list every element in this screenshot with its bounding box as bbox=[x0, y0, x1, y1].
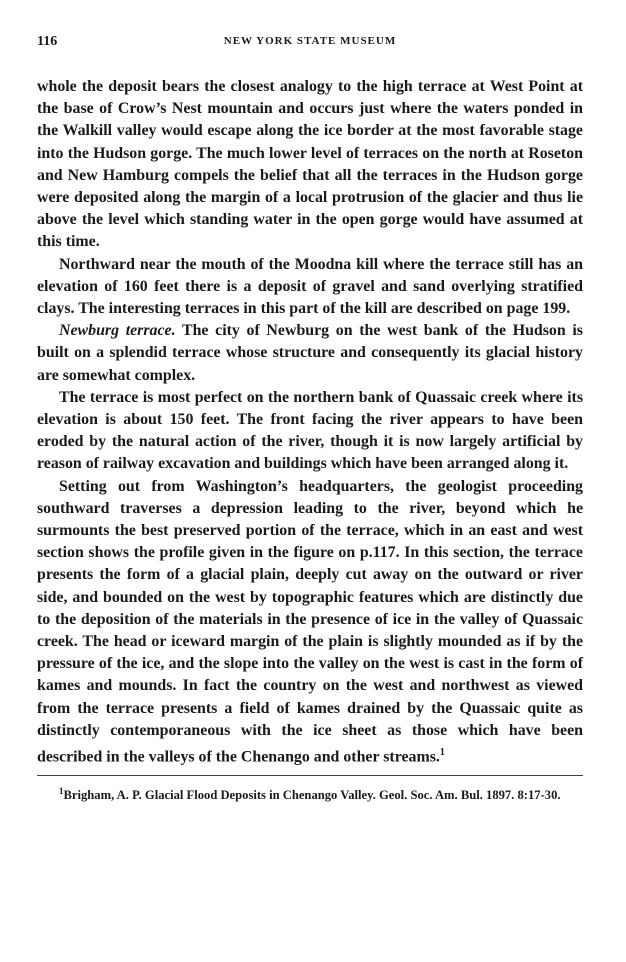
paragraph-moodna: Northward near the mouth of the Moodna kill where the terrace still has an elevation of 160 feet there is a deposit of gravel and sand overlying stratified clays. The interesting terraces in this part of the kill are described on page 199. bbox=[37, 255, 583, 318]
running-head: NEW YORK STATE MUSEUM bbox=[223, 35, 397, 47]
footnote bbox=[37, 782, 583, 804]
paragraph-text: The city of Newburg on the west bank of the Hudson is built on a splendid terrace whose structure and consequently its glacial history are somewhat complex. bbox=[37, 322, 583, 384]
paragraph-continuation: whole the deposit bears the closest analogy to the high terrace at West Point at the base of Crow’s Nest mountain and occurs just where the waters ponded in the Walkill valley would escape along the ice border at the most favorable stage into the Hudson gorge. The much lower level of terraces on the north at Roseton and New Hamburg compels the belief that all the terraces in the Hudson gorge were deposited along the margin of a local protrusion of the glacier and thus lie above the level which standing water in the open gorge would have assumed at this time. bbox=[37, 78, 583, 251]
page-number: 116 bbox=[37, 34, 58, 49]
footnote-text: Brigham, A. P. Glacial Flood Deposits in Chenango Valley. Geol. Soc. Am. Bul. 1897. 8:17-30. bbox=[63, 787, 561, 802]
section-lead: Newburg terrace. bbox=[59, 322, 176, 340]
page-header bbox=[37, 34, 583, 56]
paragraph-quassaic: The terrace is most perfect on the northern bank of Quassaic creek where its elevation is about 150 feet. The front facing the river appears to have been eroded by the natural action of the river, though it is now largely artificial by reason of railway excavation and buildings which have been arranged along it. bbox=[37, 388, 583, 473]
paragraph-newburg-terrace bbox=[37, 320, 583, 387]
paragraph-text: Setting out from Washington’s headquarters, the geologist proceeding southward traverses a depression leading to the river, beyond which he surmounts the best preserved portion of the terrace, which in an east and west section shows the profile given in the figure on p.117. In this section, the terrace presents the form of a glacial plain, deeply cut away on the outward or river side, and bounded on the west by topographic features which are distinctly due to the deposition of the materials in the presence of ice in the valley of Quassaic creek. The head or iceward margin of the plain is slightly mounded as if by the pressure of the ice, and the slope into the valley on the west is cast in the form of kames and mounds. In fact the country on the west and northwest as viewed from the terrace presents a field of kames drained by the Quassaic quite as distinctly contemporaneous with the ice sheet as those which have been described in the valleys of the Chenango and other streams. bbox=[37, 477, 583, 766]
footnote-reference: 1 bbox=[439, 747, 445, 759]
paragraph-washington bbox=[37, 476, 583, 769]
footnote-mark: 1 bbox=[59, 785, 64, 796]
footnote-divider bbox=[37, 775, 583, 776]
book-page bbox=[37, 34, 583, 804]
body-text bbox=[37, 76, 583, 769]
